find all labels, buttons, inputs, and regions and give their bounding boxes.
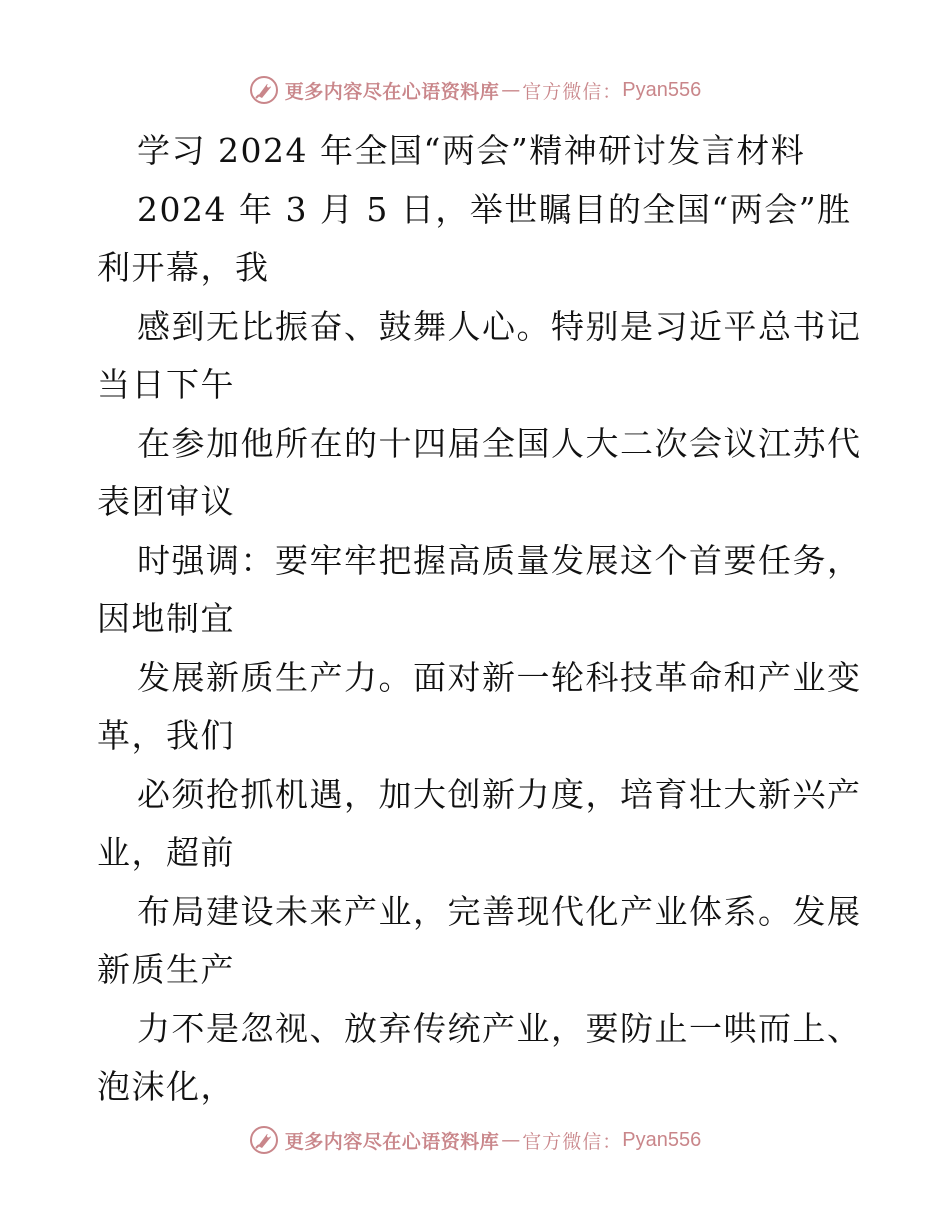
text-line: 发展新质生产力。面对新一轮科技革命和产业变 xyxy=(137,657,862,697)
text-line: 在参加他所在的十四届全国人大二次会议江苏代 xyxy=(137,423,862,463)
document-title: 学习 2024 年全国“两会”精神研讨发言材料 xyxy=(137,131,806,170)
watermark-handle: Pyan556 xyxy=(622,1128,702,1151)
text-line: 表团审议 xyxy=(97,482,235,521)
watermark-official: 官方微信： xyxy=(522,1130,623,1153)
watermark-official: 官方微信： xyxy=(522,80,623,103)
text-line: 利开幕，我 xyxy=(97,248,270,287)
watermark-header xyxy=(0,70,950,110)
watermark-brand: 更多内容尽在心语资料库 xyxy=(284,80,500,103)
watermark-handle: Pyan556 xyxy=(622,78,702,101)
text-line: 业，超前 xyxy=(97,833,235,872)
text-line: 必须抢抓机遇，加大创新力度，培育壮大新兴产 xyxy=(137,774,862,814)
pen-nib-circle-icon xyxy=(249,1125,279,1155)
pen-nib-circle-icon xyxy=(249,75,279,105)
text-line: 2024 年 3 月 5 日，举世瞩目的全国“两会”胜 xyxy=(137,189,852,229)
text-line: 因地制宜 xyxy=(97,599,235,638)
text-line: 泡沫化， xyxy=(97,1067,235,1106)
text-line: 力不是忽视、放弃传统产业，要防止一哄而上、 xyxy=(137,1008,862,1048)
text-line: 感到无比振奋、鼓舞人心。特别是习近平总书记 xyxy=(137,306,862,346)
watermark-brand: 更多内容尽在心语资料库 xyxy=(284,1130,500,1153)
watermark-separator: — xyxy=(501,1129,521,1151)
text-line: 新质生产 xyxy=(97,950,235,989)
text-line: 布局建设未来产业，完善现代化产业体系。发展 xyxy=(137,891,862,931)
text-line: 当日下午 xyxy=(97,365,235,404)
text-line: 时强调：要牢牢把握高质量发展这个首要任务， xyxy=(137,540,862,580)
document-body xyxy=(97,122,867,1117)
watermark-separator: — xyxy=(501,79,521,101)
watermark-footer xyxy=(0,1120,950,1160)
text-line: 革，我们 xyxy=(97,716,235,755)
